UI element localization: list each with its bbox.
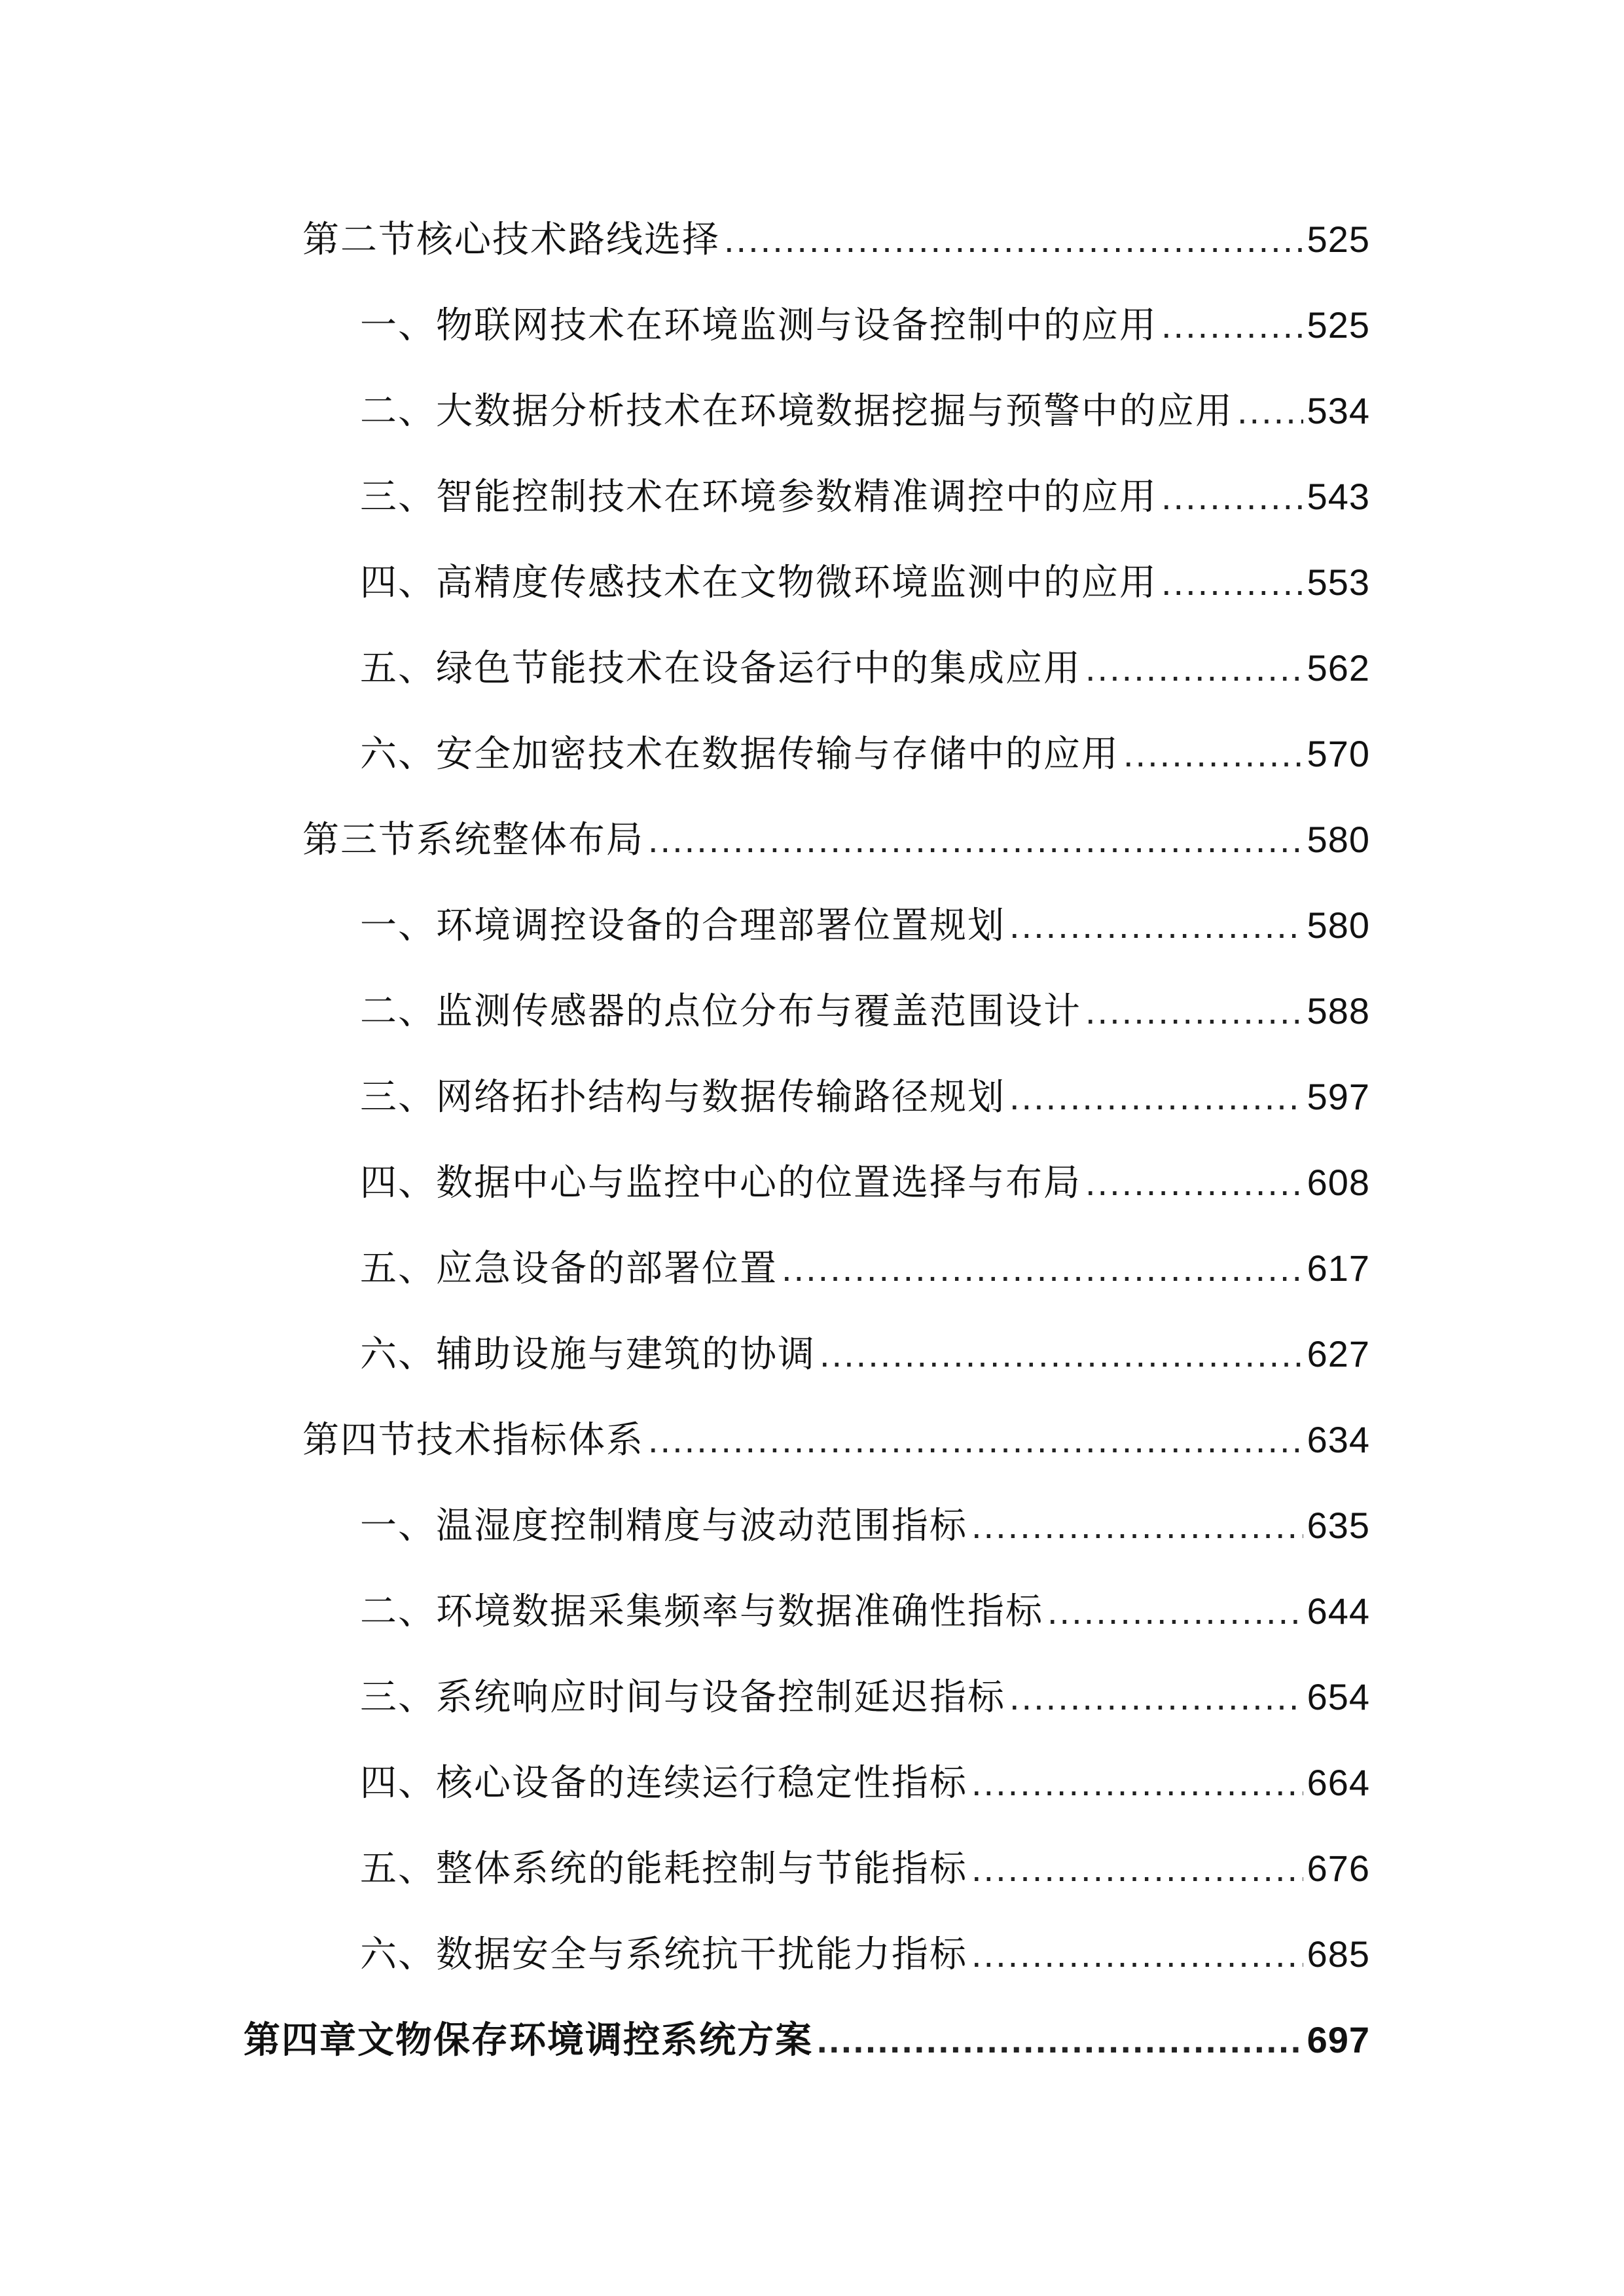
toc-dot-leader bbox=[648, 1414, 1303, 1466]
toc-section-entry[interactable] bbox=[302, 814, 1370, 866]
toc-subsection-entry[interactable] bbox=[360, 642, 1370, 694]
toc-page-number: 627 bbox=[1307, 1333, 1370, 1374]
toc-dot-leader bbox=[1085, 642, 1303, 694]
toc-page-number: 570 bbox=[1307, 733, 1370, 774]
toc-entry-title: 第四节技术指标体系 bbox=[302, 1419, 644, 1462]
toc-entry-title: 六、安全加密技术在数据传输与存储中的应用 bbox=[360, 733, 1119, 776]
toc-section-entry[interactable] bbox=[302, 213, 1370, 266]
toc-dot-leader bbox=[1237, 385, 1303, 437]
toc-dot-leader bbox=[971, 1928, 1303, 1981]
toc-page-number: 644 bbox=[1307, 1590, 1370, 1632]
toc-subsection-entry[interactable] bbox=[360, 1671, 1370, 1723]
toc-entry-title: 四、核心设备的连续运行稳定性指标 bbox=[360, 1762, 967, 1804]
toc-dot-leader bbox=[1085, 1157, 1303, 1209]
toc-entry-title: 第三节系统整体布局 bbox=[302, 819, 644, 861]
toc-dot-leader bbox=[1009, 1071, 1303, 1123]
toc-entry-title: 五、绿色节能技术在设备运行中的集成应用 bbox=[360, 647, 1081, 690]
toc-entry-title: 一、环境调控设备的合理部署位置规划 bbox=[360, 905, 1005, 947]
toc-entry-title: 四、数据中心与监控中心的位置选择与布局 bbox=[360, 1162, 1081, 1204]
toc-subsection-entry[interactable] bbox=[360, 1328, 1370, 1380]
toc-entry-title: 三、网络拓扑结构与数据传输路径规划 bbox=[360, 1076, 1005, 1119]
toc-page-number: 608 bbox=[1307, 1162, 1370, 1203]
toc-dot-leader bbox=[971, 1757, 1303, 1809]
toc-page-number: 543 bbox=[1307, 476, 1370, 517]
toc-entry-title: 二、环境数据采集频率与数据准确性指标 bbox=[360, 1590, 1043, 1633]
toc-dot-leader bbox=[1085, 985, 1303, 1037]
toc-dot-leader bbox=[782, 1242, 1303, 1295]
toc-page-number: 580 bbox=[1307, 905, 1370, 946]
toc-subsection-entry[interactable] bbox=[360, 556, 1370, 609]
toc-page-number: 697 bbox=[1307, 2019, 1370, 2060]
toc-dot-leader bbox=[1009, 899, 1303, 952]
toc-dot-leader bbox=[1161, 471, 1303, 523]
toc-dot-leader bbox=[971, 1842, 1303, 1895]
toc-entry-title: 一、温湿度控制精度与波动范围指标 bbox=[360, 1505, 967, 1547]
toc-entry-title: 二、大数据分析技术在环境数据挖掘与预警中的应用 bbox=[360, 390, 1233, 433]
toc-entry-title: 第四章文物保存环境调控系统方案 bbox=[244, 2019, 813, 2062]
toc-entry-title: 六、数据安全与系统抗干扰能力指标 bbox=[360, 1933, 967, 1976]
toc-page-number: 534 bbox=[1307, 390, 1370, 431]
toc-subsection-entry[interactable] bbox=[360, 385, 1370, 437]
toc-entry-title: 第二节核心技术路线选择 bbox=[302, 219, 720, 261]
toc-page-number: 676 bbox=[1307, 1848, 1370, 1889]
toc-subsection-entry[interactable] bbox=[360, 1757, 1370, 1809]
toc-subsection-entry[interactable] bbox=[360, 1071, 1370, 1123]
toc-page-number: 553 bbox=[1307, 562, 1370, 603]
toc-subsection-entry[interactable] bbox=[360, 728, 1370, 780]
toc-page-number: 580 bbox=[1307, 819, 1370, 860]
toc-subsection-entry[interactable] bbox=[360, 1242, 1370, 1295]
toc-dot-leader bbox=[648, 814, 1303, 866]
toc-dot-leader bbox=[971, 1499, 1303, 1552]
toc-page-number: 588 bbox=[1307, 990, 1370, 1031]
toc-subsection-entry[interactable] bbox=[360, 1499, 1370, 1552]
toc-entry-title: 四、高精度传感技术在文物微环境监测中的应用 bbox=[360, 562, 1157, 604]
toc-page-number: 617 bbox=[1307, 1247, 1370, 1289]
toc-subsection-entry[interactable] bbox=[360, 899, 1370, 952]
toc-page-number: 525 bbox=[1307, 304, 1370, 346]
toc-dot-leader bbox=[1047, 1585, 1303, 1638]
toc-page-number: 634 bbox=[1307, 1419, 1370, 1460]
toc-subsection-entry[interactable] bbox=[360, 1585, 1370, 1638]
toc-entry-title: 三、智能控制技术在环境参数精准调控中的应用 bbox=[360, 476, 1157, 518]
toc-page-number: 664 bbox=[1307, 1762, 1370, 1803]
toc-dot-leader bbox=[724, 213, 1303, 266]
toc-dot-leader bbox=[1161, 299, 1303, 351]
toc-subsection-entry[interactable] bbox=[360, 1157, 1370, 1209]
toc-page-number: 562 bbox=[1307, 647, 1370, 689]
toc-dot-leader bbox=[820, 1328, 1303, 1380]
toc-entry-title: 五、整体系统的能耗控制与节能指标 bbox=[360, 1848, 967, 1890]
toc-entry-title: 一、物联网技术在环境监测与设备控制中的应用 bbox=[360, 304, 1157, 347]
toc-entry-title: 二、监测传感器的点位分布与覆盖范围设计 bbox=[360, 990, 1081, 1033]
toc-subsection-entry[interactable] bbox=[360, 471, 1370, 523]
toc-subsection-entry[interactable] bbox=[360, 1842, 1370, 1895]
toc-subsection-entry[interactable] bbox=[360, 299, 1370, 351]
toc-entry-title: 五、应急设备的部署位置 bbox=[360, 1247, 778, 1290]
toc-entry-title: 三、系统响应时间与设备控制延迟指标 bbox=[360, 1676, 1005, 1719]
toc-page-number: 685 bbox=[1307, 1933, 1370, 1975]
toc-subsection-entry[interactable] bbox=[360, 1928, 1370, 1981]
toc-dot-leader bbox=[1009, 1671, 1303, 1723]
toc-page-number: 525 bbox=[1307, 219, 1370, 260]
toc-subsection-entry[interactable] bbox=[360, 985, 1370, 1037]
toc-dot-leader bbox=[817, 2014, 1303, 2066]
toc-page-number: 597 bbox=[1307, 1076, 1370, 1117]
toc-dot-leader bbox=[1123, 728, 1303, 780]
toc-entry-title: 六、辅助设施与建筑的协调 bbox=[360, 1333, 816, 1376]
toc-section-entry[interactable] bbox=[302, 1414, 1370, 1466]
toc-page-number: 654 bbox=[1307, 1676, 1370, 1717]
toc-page-number: 635 bbox=[1307, 1505, 1370, 1546]
toc-chapter-entry[interactable] bbox=[244, 2014, 1370, 2066]
toc-dot-leader bbox=[1161, 556, 1303, 609]
